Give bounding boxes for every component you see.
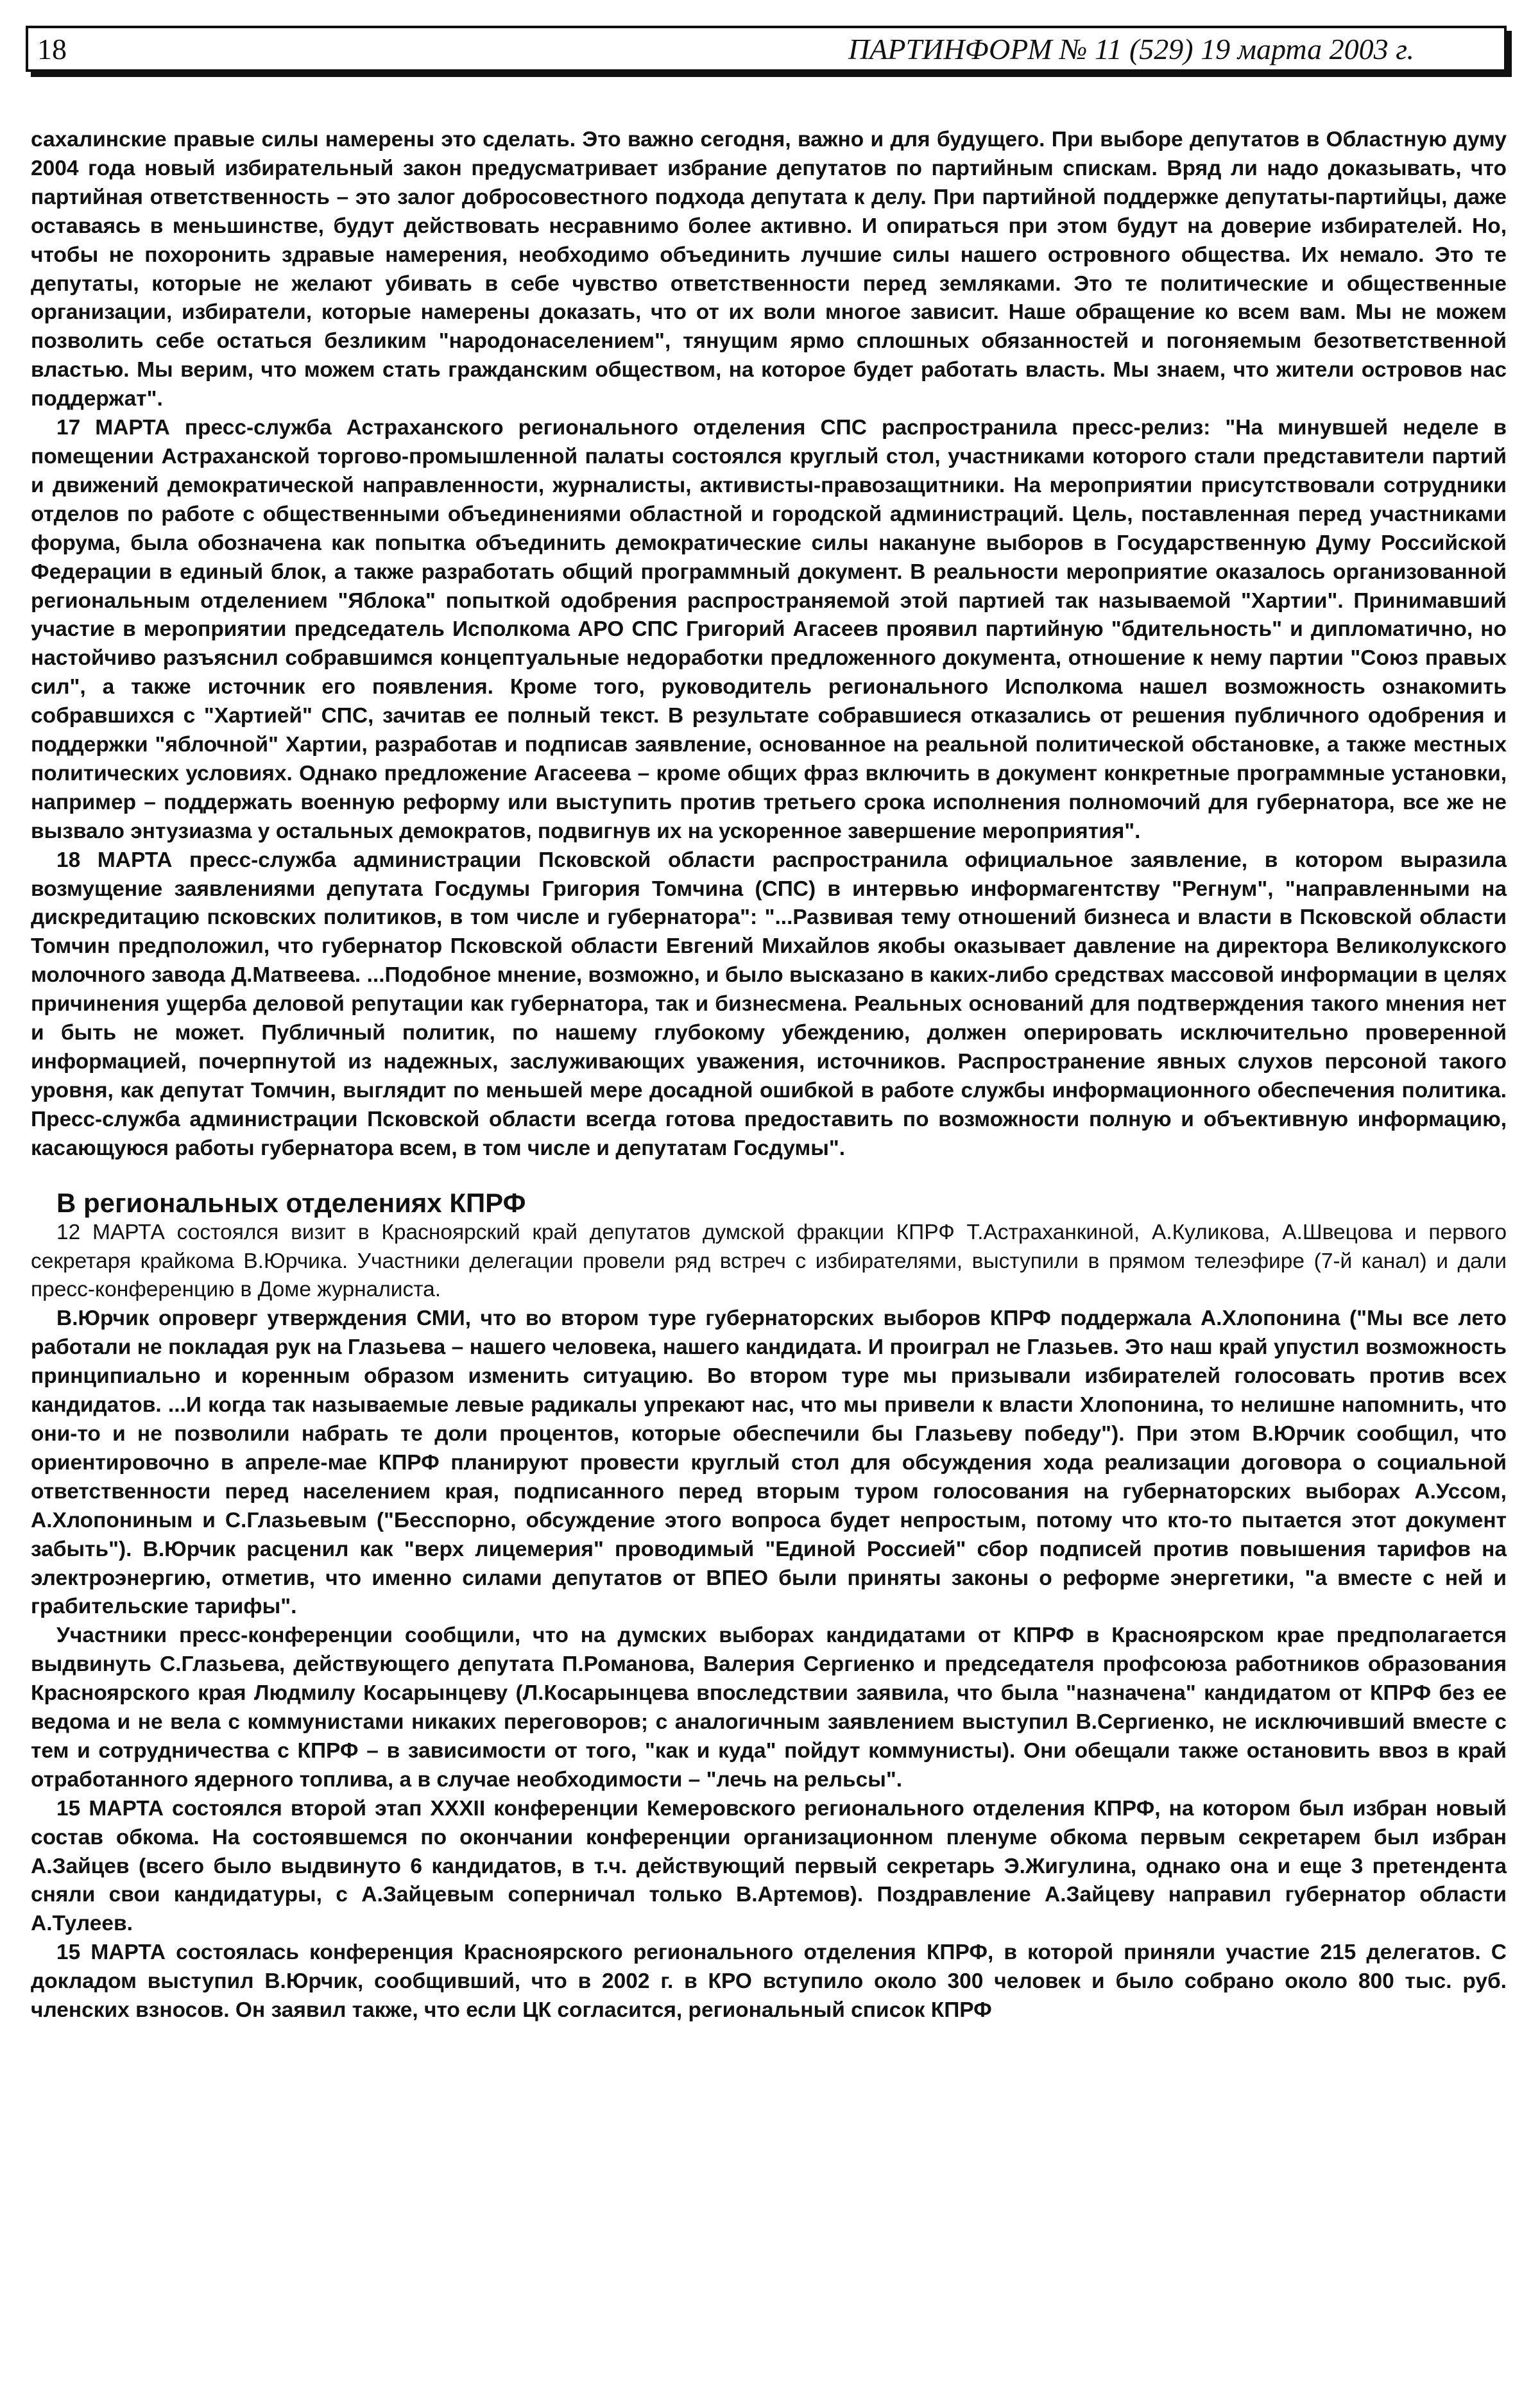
- page-header: [26, 26, 1507, 72]
- paragraph: 18 МАРТА пресс-служба администрации Псковской области распространила официальное заявление, в котором выразила возмущение заявлениями депутата Госдумы Григория Томчина (СПС) в интервью информагентству "Регнум", "направленными на дискредитацию псковских политиков, в том числе и губернатора": "...Развивая тему отношений бизнеса и власти в Псковской области Томчин предположил, что губернатор Псковской области Евгений Михайлов якобы оказывает давление на директора Великолукского молочного завода Д.Матвеева. ...Подобное мнение, возможно, и было высказано в каких-либо средствах массовой информации в целях причинения ущерба деловой репутации как губернатора, так и бизнесмена. Реальных оснований для подтверждения такого мнения нет и быть не может. Публичный политик, по нашему глубокому убеждению, должен оперировать исключительно проверенной информацией, почерпнутой из надежных, заслуживающих уважения, источников. Распространение явных слухов персоной такого уровня, как депутат Томчин, выглядит по меньшей мере досадной ошибкой в работе службы информационного обеспечения политика. Пресс-служба администрации Псковской области всегда готова предоставить по возможности полную и объективную информацию, касающуюся работы губернатора всем, в том числе и депутатам Госдумы".: [31, 848, 1507, 1160]
- paragraph: 17 МАРТА пресс-служба Астраханского регионального отделения СПС распространила пресс-релиз: "На минувшей неделе в помещении Астраханской торгово-промышленной палаты состоялся круглый стол, участниками которого стали представители партий и движений демократической направленности, журналисты, активисты-правозащитники. На мероприятии присутствовали сотрудники отделов по работе с общественными объединениями областной и городской администраций. Цель, поставленная перед участниками форума, была обозначена как попытка объединить демократические силы накануне выборов в Государственную Думу Российской Федерации в единый блок, а также разработать общий программный документ. В реальности мероприятие оказалось организованной региональным отделением "Яблока" попыткой одобрения распространяемой этой партией так называемой "Хартии". Принимавший участие в мероприятии председатель Исполкома АРО СПС Григорий Агасеев проявил партийную "бдительность" и дипломатично, но настойчиво разъяснил собравшимся концептуальные недоработки предложенного документа, отношение к нему партии "Союз правых сил", а также источник его появления. Кроме того, руководитель регионального Исполкома нашел возможность ознакомить собравшихся с "Хартией" СПС, зачитав ее полный текст. В результате собравшиеся отказались от решения публичного одобрения и поддержки "яблочной" Хартии, разработав и подписав заявление, основанное на реальной политической обстановке, а также местных политических условиях. Однако предложение Агасеева – кроме общих фраз включить в документ конкретные программные установки, например – поддержать военную реформу или выступить против третьего срока исполнения полномочий для губернатора, все же не вызвало энтузиазма у остальных демократов, подвигнув их на ускоренное завершение мероприятия".: [31, 416, 1507, 843]
- paragraph: сахалинские правые силы намерены это сделать. Это важно сегодня, важно и для будущего. При выборе депутатов в Областную думу 2004 года новый избирательный закон предусматривает избрание депутатов по партийным спискам. Вряд ли надо доказывать, что партийная ответственность – это залог добросовестного подхода депутата к делу. При партийной поддержке депутаты-партийцы, даже оставаясь в меньшинстве, будут действовать несравнимо более активно. И опираться при этом будут на доверие избирателей. Но, чтобы не похоронить здравые намерения, необходимо объединить лучшие силы нашего островного общества. Их немало. Это те депутаты, которые не желают убивать в себе чувство ответственности перед земляками. Это те политические и общественные организации, избиратели, которые намерены доказать, что от их воли многое зависит. Наше обращение ко всем вам. Мы не можем позволить себе остаться безликим "народонаселением", тянущим ярмо сплошных обязанностей и погоняемым безответственной властью. Мы верим, что можем стать гражданским обществом, на которое будет работать власть. Мы знаем, что жители островов нас поддержат".: [31, 128, 1507, 411]
- paragraph: В.Юрчик опроверг утверждения СМИ, что во втором туре губернаторских выборов КПРФ поддержала А.Хлопонина ("Мы все лето работали не покладая рук на Глазьева – нашего человека, нашего кандидата. И проиграл не Глазьев. Это наш край упустил возможность принципиально и коренным образом изменить ситуацию. Во втором туре мы призывали избирателей голосовать против всех кандидатов. ...И когда так называемые левые радикалы упрекают нас, что мы привели к власти Хлопонина, то нелишне напомнить, что они-то и не позволили набрать те доли процентов, которые обеспечили бы Глазьеву победу"). При этом В.Юрчик сообщил, что ориентировочно в апреле-мае КПРФ планируют провести круглый стол для обсуждения хода реализации договора о социальной ответственности перед населением края, подписанного перед вторым туром голосования на губернаторских выборах А.Уссом, А.Хлопониным и С.Глазьевым ("Бесспорно, обсуждение этого вопроса будет непростым, потому что кто-то пытается этот документ забыть"). В.Юрчик расценил как "верх лицемерия" проводимый "Единой Россией" сбор подписей против повышения тарифов на электроэнергию, отметив, что именно силами депутатов от ВПЕО были приняты законы о реформе энергетики, "а вместе с ней и грабительские тарифы".: [31, 1307, 1507, 1619]
- paragraph: Участники пресс-конференции сообщили, что на думских выборах кандидатами от КПРФ в Красноярском крае предполагается выдвинуть С.Глазьева, действующего депутата П.Романова, Валерия Сергиенко и председателя профсоюза работников образования Красноярского края Людмилу Косарынцеву (Л.Косарынцева впоследствии заявила, что была "назначена" кандидатом от КПРФ без ее ведома и не вела с коммунистами никаких переговоров; с аналогичным заявлением выступил В.Сергиенко, не исключивший вместе с тем и сотрудничества с КПРФ – в зависимости от того, "как и куда" пойдут коммунисты). Они обещали также остановить ввоз в край отработанного ядерного топлива, а в случае необходимости – "лечь на рельсы".: [31, 1624, 1507, 1792]
- paragraph: 12 МАРТА состоялся визит в Красноярский край депутатов думской фракции КПРФ Т.Астраханкиной, А.Куликова, А.Швецова и первого секретаря крайкома В.Юрчика. Участники делегации провели ряд встреч с избирателями, выступили в прямом телеэфире (7-й канал) и дали пресс-конференцию в Доме журналиста.: [31, 1220, 1507, 1302]
- article-body: [31, 126, 1507, 2025]
- section-heading: В региональных отделениях КПРФ: [56, 1187, 526, 1218]
- page-number: 18: [37, 33, 67, 65]
- paragraph: 15 МАРТА состоялась конференция Красноярского регионального отделения КПРФ, в которой приняли участие 215 делегатов. С докладом выступил В.Юрчик, сообщивший, что в 2002 г. в КРО вступило около 300 человек и было собрано около 800 тыс. руб. членских взносов. Он заявил также, что если ЦК согласится, региональный список КПРФ: [31, 1941, 1507, 2023]
- paragraph: 15 МАРТА состоялся второй этап XXXII конференции Кемеровского регионального отделения КПРФ, на котором был избран новый состав обкома. На состоявшемся по окончании конференции организационном пленуме обкома первым секретарем был избран А.Зайцев (всего было выдвинуто 6 кандидатов, в т.ч. действующий первый секретарь Э.Жигулина, однако она и еще 3 претендента сняли свои кандидатуры, с А.Зайцевым соперничал только В.Артемов). Поздравление А.Зайцеву направил губернатор области А.Тулеев.: [31, 1796, 1507, 1936]
- publication-title: ПАРТИНФОРМ № 11 (529) 19 марта 2003 г.: [848, 33, 1414, 65]
